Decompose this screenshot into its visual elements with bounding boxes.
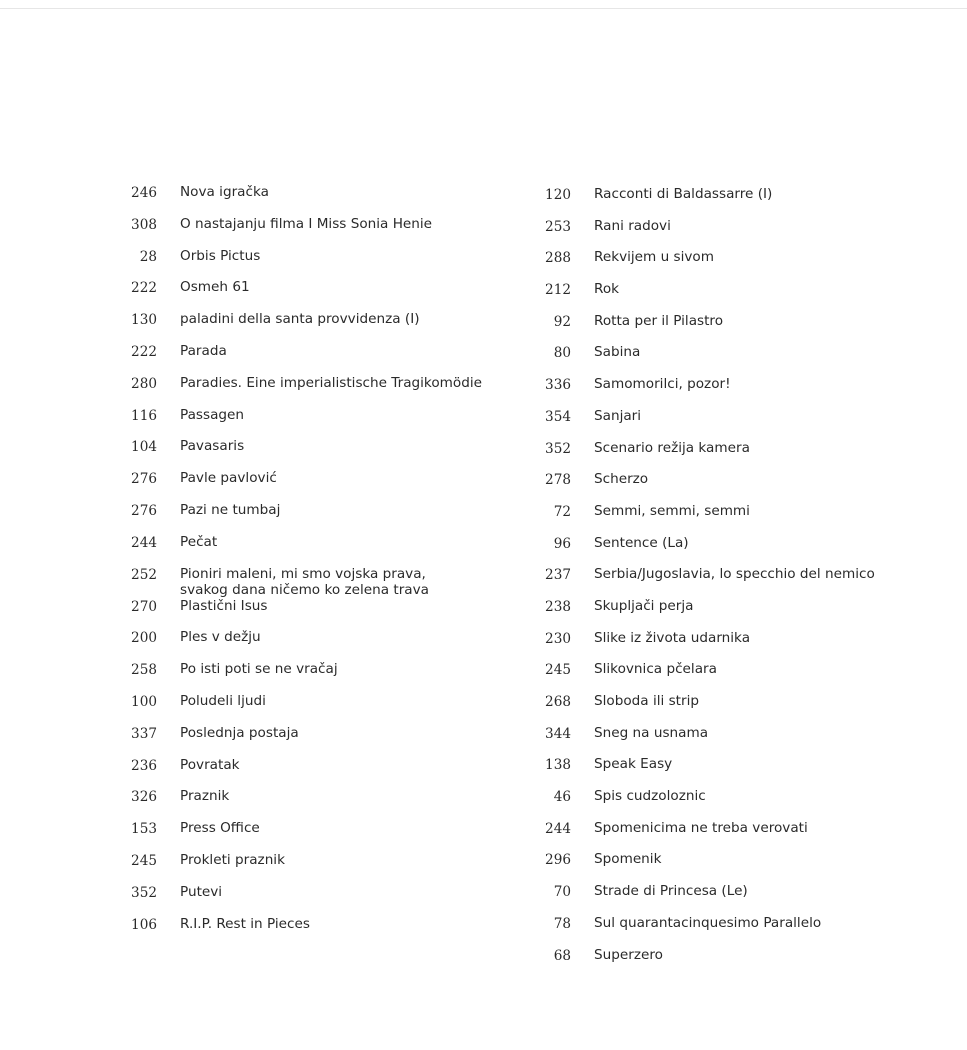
page-number: 276 (131, 471, 157, 488)
index-entry (100, 566, 500, 598)
page-number: 276 (131, 502, 157, 519)
index-entry (100, 375, 500, 407)
film-title: Pioniri maleni, mi smo vojska prava, svakog dana ničemo ko zelena trava (180, 565, 430, 598)
page-number: 238 (545, 598, 571, 615)
film-title: Speak Easy (594, 756, 673, 773)
film-title: Osmeh 61 (180, 279, 250, 296)
page-number: 308 (131, 216, 157, 233)
index-entry (515, 440, 955, 472)
film-title: Spomenicima ne treba verovati (594, 819, 808, 836)
page-number: 116 (131, 407, 157, 424)
index-entry (515, 408, 955, 440)
page-number: 258 (131, 662, 157, 679)
page-number: 46 (553, 789, 571, 806)
film-title: Ples v dežju (180, 629, 261, 646)
page-number: 354 (545, 408, 571, 425)
page-number: 96 (553, 535, 571, 552)
page-number: 252 (131, 566, 157, 583)
index-entry (100, 884, 500, 916)
film-title: Rani radovi (594, 217, 671, 234)
film-title: Sneg na usnama (594, 724, 709, 741)
film-title: Rekvijem u sivom (594, 249, 714, 266)
page-number: 352 (131, 884, 157, 901)
page-number: 138 (545, 757, 571, 774)
index-entry (515, 218, 955, 250)
index-entry (515, 186, 955, 218)
index-column-left (100, 184, 500, 947)
index-entry (100, 725, 500, 757)
page-number: 270 (131, 598, 157, 615)
index-column-right (515, 186, 955, 978)
film-title: Rok (594, 281, 620, 298)
page-number: 106 (131, 916, 157, 933)
page-number: 336 (545, 377, 571, 394)
page-number: 200 (131, 630, 157, 647)
film-title: Racconti di Baldassarre (I) (594, 186, 773, 202)
index-entry (100, 248, 500, 280)
page-number: 245 (131, 852, 157, 869)
film-title: Sanjari (594, 407, 642, 424)
index-entry (515, 693, 955, 725)
index-entry (100, 184, 500, 216)
index-entry (100, 279, 500, 311)
page-number: 78 (553, 915, 571, 932)
index-entry (515, 788, 955, 820)
index-entry (100, 916, 500, 948)
index-entry (100, 216, 500, 248)
film-title: Samomorilci, pozor! (594, 376, 731, 393)
film-title: Spis cudzoloznic (594, 788, 706, 805)
page-number: 92 (553, 313, 571, 330)
film-title: Paradies. Eine imperialistische Tragikomödie (180, 374, 482, 391)
film-title: Orbis Pictus (180, 247, 261, 264)
page-number: 326 (131, 789, 157, 806)
film-title: Parada (180, 342, 227, 359)
index-entry (100, 343, 500, 375)
film-title: Sul quarantacinquesimo Parallelo (594, 914, 822, 931)
film-title: Skupljači perja (594, 597, 694, 614)
page-number: 222 (131, 343, 157, 360)
index-entry (100, 661, 500, 693)
page-number: 212 (545, 282, 571, 299)
index-entry (100, 693, 500, 725)
page-number: 246 (131, 185, 157, 201)
index-entry (515, 249, 955, 281)
page-number: 230 (545, 630, 571, 647)
page-number: 80 (553, 345, 571, 362)
film-title: Pavasaris (180, 438, 245, 455)
index-entry (100, 311, 500, 343)
film-title: Spomenik (594, 851, 662, 868)
index-entry (100, 470, 500, 502)
film-title: Plastični Isus (180, 597, 268, 614)
film-title: Poslednja postaja (180, 724, 299, 741)
index-entry (100, 757, 500, 789)
film-title: O nastajanju filma I Miss Sonia Henie (180, 215, 433, 232)
film-title: paladini della santa provvidenza (I) (180, 311, 420, 328)
index-entry (515, 313, 955, 345)
page-number: 288 (545, 250, 571, 267)
index-entry (100, 598, 500, 630)
page-number: 120 (545, 187, 571, 203)
index-entry (100, 852, 500, 884)
film-title: Pečat (180, 533, 218, 550)
index-entry (515, 376, 955, 408)
page-number: 222 (131, 280, 157, 297)
page-number: 278 (545, 472, 571, 489)
film-title: Sentence (La) (594, 534, 689, 551)
index-entry (515, 756, 955, 788)
film-title: Prokleti praznik (180, 851, 285, 868)
film-title: Sabina (594, 344, 641, 361)
page-number: 236 (131, 757, 157, 774)
index-entry (100, 407, 500, 439)
index-entry (515, 535, 955, 567)
page-number: 130 (131, 312, 157, 329)
film-title: Scherzo (594, 471, 649, 488)
page-number: 352 (545, 440, 571, 457)
film-title: R.I.P. Rest in Pieces (180, 915, 310, 932)
film-title: Poludeli ljudi (180, 692, 266, 709)
index-entry (515, 471, 955, 503)
page-number: 28 (139, 248, 157, 265)
index-entry (515, 344, 955, 376)
film-title: Sloboda ili strip (594, 693, 700, 709)
index-entry (515, 661, 955, 693)
index-entry (100, 502, 500, 534)
page-number: 244 (131, 534, 157, 551)
film-title: Press Office (180, 820, 260, 837)
film-title: Povratak (180, 756, 240, 773)
page-number: 296 (545, 852, 571, 869)
page-number: 72 (553, 503, 571, 520)
index-entry (100, 438, 500, 470)
page-top-edge (0, 8, 967, 9)
film-title: Nova igračka (180, 184, 269, 200)
page-number: 70 (553, 884, 571, 901)
film-title: Semmi, semmi, semmi (594, 502, 750, 519)
film-title: Putevi (180, 883, 223, 900)
index-entry (515, 947, 955, 979)
film-title: Po isti poti se ne vračaj (180, 661, 338, 678)
index-entry (515, 566, 955, 598)
film-title: Slikovnica pčelara (594, 661, 717, 678)
film-title: Praznik (180, 788, 230, 805)
index-entry (515, 598, 955, 630)
index-entry (515, 851, 955, 883)
index-entry (100, 629, 500, 661)
index-entry (515, 883, 955, 915)
index-entry (100, 534, 500, 566)
page-number: 253 (545, 218, 571, 235)
page-number: 245 (545, 662, 571, 679)
index-entry (515, 725, 955, 757)
film-title: Slike iz života udarnika (594, 629, 751, 646)
index-entry (515, 281, 955, 313)
page-number: 100 (131, 693, 157, 710)
film-title: Superzero (594, 946, 663, 963)
index-entry (515, 630, 955, 662)
page-number: 237 (545, 567, 571, 584)
film-title: Strade di Princesa (Le) (594, 883, 748, 900)
film-title: Pazi ne tumbaj (180, 501, 281, 518)
page-number: 244 (545, 820, 571, 837)
index-entry (515, 503, 955, 535)
index-entry (515, 915, 955, 947)
page-number: 344 (545, 725, 571, 742)
page-number: 153 (131, 821, 157, 838)
index-entry (515, 820, 955, 852)
page-number: 337 (131, 725, 157, 742)
page-number: 104 (131, 439, 157, 456)
page-number: 280 (131, 375, 157, 392)
page-number: 68 (553, 947, 571, 964)
film-title: Rotta per il Pilastro (594, 312, 724, 329)
page-number: 268 (545, 694, 571, 710)
index-entry (100, 820, 500, 852)
film-title: Passagen (180, 406, 245, 423)
film-title: Pavle pavlović (180, 470, 277, 487)
index-entry (100, 788, 500, 820)
film-title: Scenario režija kamera (594, 439, 750, 456)
film-title: Serbia/Jugoslavia, lo specchio del nemico (594, 566, 875, 583)
